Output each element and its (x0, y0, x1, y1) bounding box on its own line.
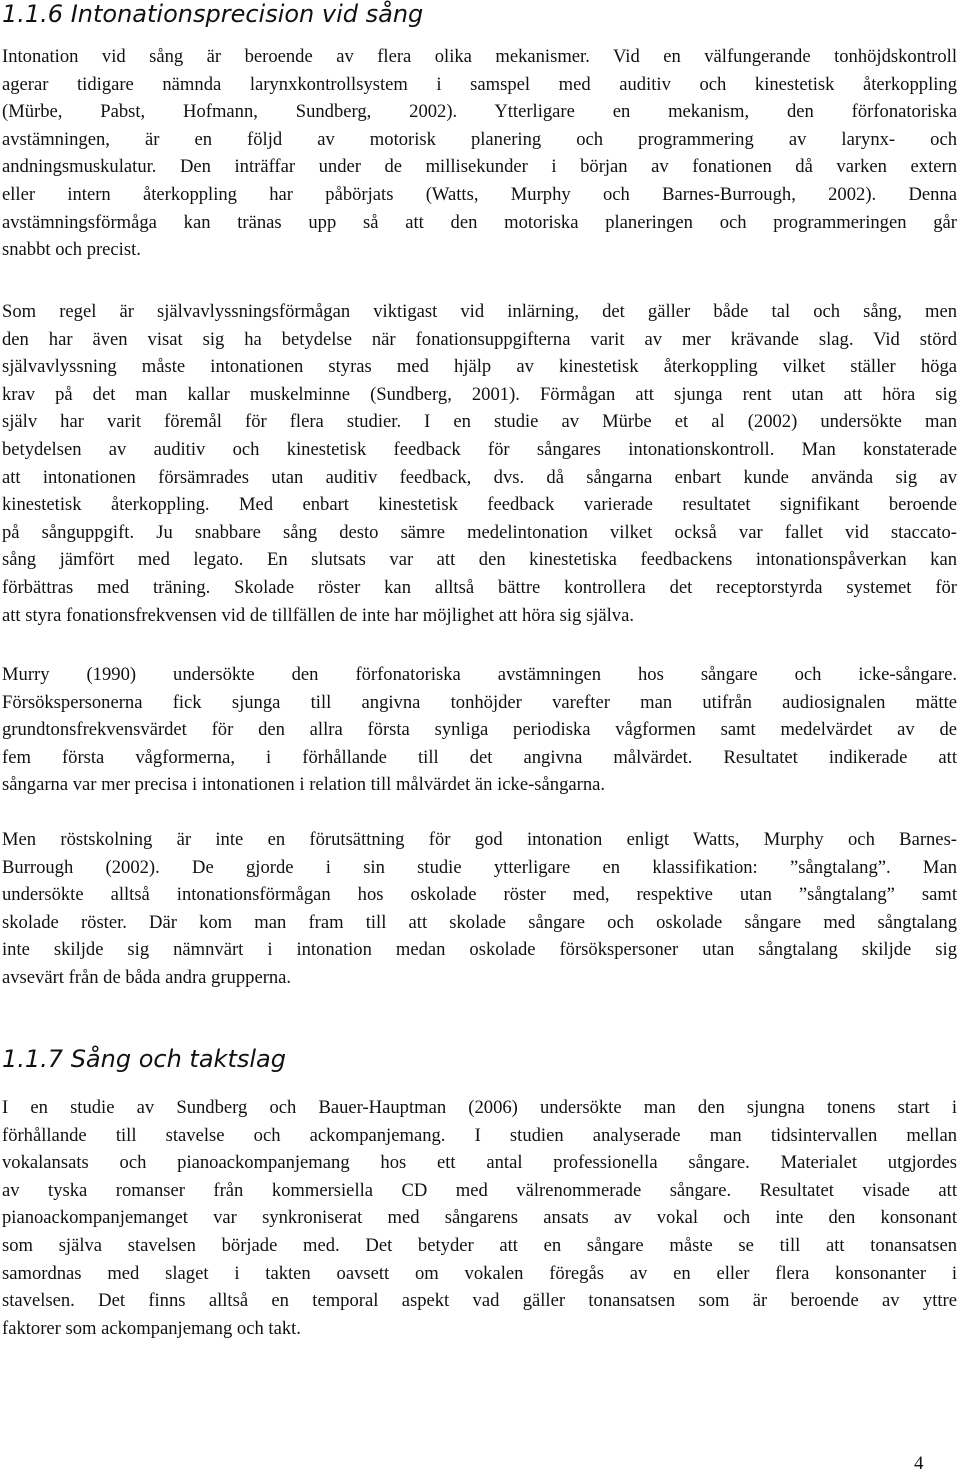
text-line: vokalansats och pianoackompanjemang hos ett antal professionella sångare. Materialet utgjordes (2, 1152, 957, 1174)
section-heading-intonationsprecision: 1.1.6 Intonationsprecision vid sång (2, 0, 424, 28)
text-line: grundtonsfrekvensvärdet för den allra första synliga periodiska vågformen samt medelvärdet av de (2, 719, 957, 741)
text-line: inte skiljde sig nämnvärt i intonation medan oskolade försökspersoner utan sångtalang skiljde sig (2, 939, 957, 961)
text-line: samordnas med slaget i takten oavsett om vokalen föregås av en eller flera konsonanter i (2, 1262, 957, 1284)
paragraph-self-monitoring (2, 298, 957, 629)
paragraph-murry-study (2, 661, 957, 799)
text-line: sångarna var mer precisa i intonationen i relation till målvärdet än icke-sångarna. (2, 774, 606, 796)
text-line: den har även visat sig ha betydelse när fonationsuppgifterna varit av mer krävande slag. Vid störd (2, 328, 957, 350)
text-line: Försökspersonerna fick sjunga till angivna tonhöjder varefter man utifrån audiosignalen mätte (2, 691, 957, 713)
page-number: 4 (914, 1453, 924, 1474)
text-line: Murry (1990) undersökte den förfonatoriska avstämningen hos sångare och icke-sångare. (2, 664, 957, 685)
text-line: krav på det man kallar muskelminne (Sundberg, 2001). Förmågan att sjunga rent utan att höra sig (2, 383, 957, 405)
text-line: att intonationen försämrades utan auditiv feedback, dvs. då sångarna enbart kunde använda sig av (2, 466, 957, 488)
text-line: Burrough (2002). De gjorde i sin studie ytterligare en klassifikation: ”sångtalang”. Man (2, 856, 957, 878)
text-line: pianoackompanjemanget var synkroniserat med sångarens ansats av vokal och inte den konsonant (2, 1207, 957, 1229)
text-line: på sånguppgift. Ju snabbare sång desto sämre medelintonation vilket också var fallet vid staccato- (2, 521, 957, 543)
paragraph-voice-training (2, 826, 957, 992)
text-line: Som regel är självavlyssningsförmågan viktigast vid inlärning, det gäller både tal och sång, men (2, 301, 957, 322)
text-line: som själva stavelsen började med. Det betyder att en sångare måste se till att tonansatsen (2, 1234, 957, 1256)
text-line: stavelsen. Det finns alltså en temporal aspekt vad gäller tonansatsen som är beroende av yttre (2, 1290, 957, 1312)
text-line: betydelsen av auditiv och kinestetisk feedback för sångares intonationskontroll. Man konstaterade (2, 438, 957, 460)
text-line: Men röstskolning är inte en förutsättning för god intonation enligt Watts, Murphy och Barnes- (2, 829, 957, 850)
text-line: avsevärt från de båda andra grupperna. (2, 966, 292, 988)
text-line: av tyska romanser från kommersiella CD med välrenommerade sångare. Resultatet visade att (2, 1179, 957, 1201)
text-line: agerar tidigare nämnda larynxkontrollsystem i samspel med auditiv och kinestetisk återkoppling (2, 73, 957, 95)
text-line: eller intern återkoppling har påbörjats (Watts, Murphy och Barnes-Burrough, 2002). Denna (2, 183, 957, 205)
text-line: faktorer som ackompanjemang och takt. (2, 1317, 301, 1339)
text-line: avstämningsförmåga kan tränas upp så att den motoriska planeringen och programmeringen går (2, 211, 957, 233)
text-line: kinestetisk återkoppling. Med enbart kinestetisk feedback varierade resultatet signifikant beroende (2, 494, 957, 516)
text-line: Intonation vid sång är beroende av flera olika mekanismer. Vid en välfungerande tonhöjdskontroll (2, 46, 957, 67)
section-heading-sang-och-taktslag: 1.1.7 Sång och taktslag (2, 1045, 286, 1073)
text-line: förbättras med träning. Skolade röster kan alltså bättre kontrollera det receptorstyrda systemet för (2, 576, 957, 598)
text-line: sång jämfört med legato. En slutsats var att den kinestetiska feedbackens intonationspåverkan kan (2, 549, 957, 571)
text-line: fem första vågformerna, i förhållande till det angivna målvärdet. Resultatet indikerade att (2, 746, 957, 768)
text-line: I en studie av Sundberg och Bauer-Hauptman (2006) undersökte man den sjungna tonens start i (2, 1097, 957, 1118)
text-line: avstämningen, är en följd av motorisk planering och programmering av larynx- och (2, 128, 957, 150)
text-line: snabbt och precist. (2, 239, 141, 261)
text-line: förhållande till stavelse och ackompanjemang. I studien analyserade man tidsintervallen mellan (2, 1124, 957, 1146)
text-line: att styra fonationsfrekvensen vid de tillfällen de inte har möjlighet att höra sig själva. (2, 604, 635, 626)
text-line: självavlyssning måste intonationen styras med hjälp av kinestetisk återkoppling vilket ställer höga (2, 356, 957, 378)
paragraph-sundberg-study (2, 1094, 957, 1342)
text-line: undersökte alltså intonationsförmågan hos oskolade röster med, respektive utan ”sångtalang” samt (2, 884, 957, 906)
text-line: själv har varit föremål för flera studier. I en studie av Mürbe et al (2002) undersökte man (2, 411, 957, 433)
text-line: andningsmuskulatur. Den inträffar under de millisekunder i början av fonationen då varken extern (2, 156, 957, 178)
paragraph-intonation-intro (2, 43, 957, 264)
text-line: (Mürbe, Pabst, Hofmann, Sundberg, 2002). Ytterligare en mekanism, den förfonatoriska (2, 101, 957, 123)
text-line: skolade röster. Där kom man fram till att skolade sångare och oskolade sångare med sångtalang (2, 911, 957, 933)
